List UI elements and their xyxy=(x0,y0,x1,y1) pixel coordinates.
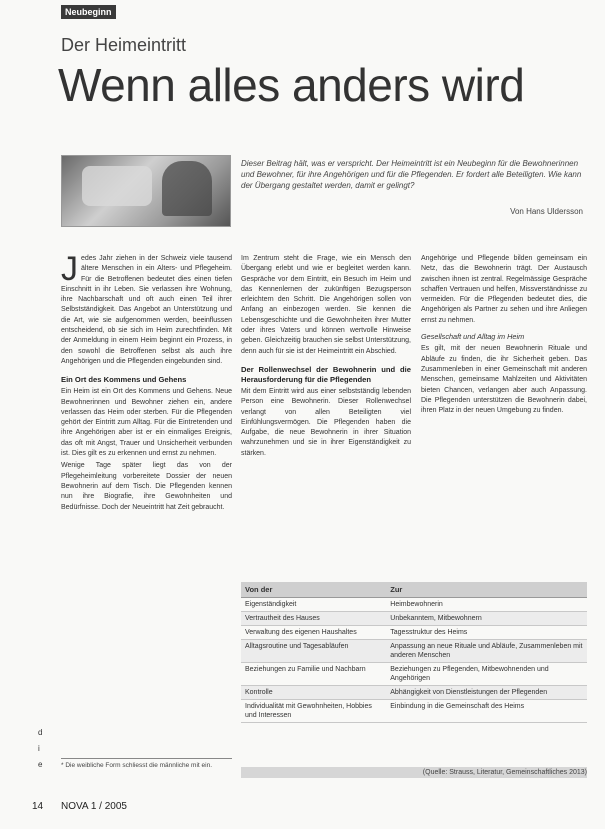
paragraph: Wenige Tage später liegt das von der Pflegeheimleitung vorbereitete Dossier der neuen Bewohnerin auf dem Tisch. Die Pflegenden kennen nun ihre Biografie, ihre Gewohnheiten und Bedürfnisse. Doch der Neueintritt hat Zeit gebraucht. xyxy=(61,462,232,511)
paragraph: Im Zentrum steht die Frage, wie ein Mensch den Übergang erlebt und wie er begleitet werden kann. Gespräche vor dem Eintritt, ein Besuch im Heim und das Kennenlernen der zukünftigen Bezugsperson erleichtern den Schritt. Die Angehörigen sollen von Anfang an einbezogen werden. Sie kennen die Lebensgeschichte und die Gewohnheiten ihrer Mutter oder ihres Vaters und können wertvolle Hinweise geben. Gleichzeitig brauchen sie selbst Unterstützung, denn auch für sie ist der Heimeintritt ein Abschied. xyxy=(241,255,411,355)
article-kicker: Der Heimeintritt xyxy=(61,35,187,55)
footer-brand: NOVA 1 / 2005 xyxy=(61,801,127,812)
subheading: Der Rollenwechsel der Bewohnerin und die Herausforderung für die Pflegenden xyxy=(241,364,411,384)
table-cell-from: Individualität mit Gewohnheiten, Hobbies und Interessen xyxy=(241,700,386,723)
paragraph: edes Jahr ziehen in der Schweiz viele tausend ältere Menschen in ein Alters- und Pflegeheim. Für die Betroffenen bedeutet dies einen tiefen Einschnitt in ihr Leben. Sie verlassen ihre Wohnung, ihre Nachbarschaft und oft auch einen Teil ihrer Selbstständigkeit. Das Angebot an Unterstützung und die Art, wie sie aufgenommen werden, beeinflussen entscheidend, ob sie sich im Heim zurechtfinden. Mit der Anmeldung in einem Heim beginnt ein Prozess, in den sowohl die Betroffenen selbst als auch ihre Angehörigen und die Pflegenden eingebunden sind. xyxy=(61,255,232,365)
photo-detail-dark xyxy=(162,161,212,216)
table-cell-from: Kontrolle xyxy=(241,686,386,700)
table-row xyxy=(241,700,587,723)
article-photo xyxy=(61,155,231,227)
footnote: * Die weibliche Form schliesst die männliche mit ein. xyxy=(61,758,232,770)
table-cell-from: Beziehungen zu Familie und Nachbarn xyxy=(241,663,386,686)
table-cell-to: Einbindung in die Gemeinschaft des Heims xyxy=(386,700,587,723)
table-row xyxy=(241,626,587,640)
paragraph: Angehörige und Pflegende bilden gemeinsam ein Netz, das die Bewohnerin trägt. Der Austausch zwischen ihnen ist zentral. Regelmässige Gespräche schaffen Vertrauen und helfen, Missverständnisse zu vermeiden. Für die Pflegenden bedeutet dies, die Angehörigen als Partner zu sehen und ihre Anliegen ernst zu nehmen. xyxy=(421,255,587,324)
table-row xyxy=(241,686,587,700)
table-header-from: Von der xyxy=(241,582,386,598)
table-cell-to: Unbekanntem, Mitbewohnern xyxy=(386,612,587,626)
page-number: 14 xyxy=(32,801,44,812)
table-cell-to: Anpassung an neue Rituale und Abläufe, Zusammenleben mit anderen Menschen xyxy=(386,640,587,663)
table-cell-from: Vertrautheit des Hauses xyxy=(241,612,386,626)
subheading: Ein Ort des Kommens und Gehens xyxy=(61,375,187,385)
table-row xyxy=(241,663,587,686)
paragraph: Mit dem Eintritt wird aus einer selbstständig lebenden Person eine Bewohnerin. Dieser Rollenwechsel verlangt von allen Beteiligten viel Einfühlungsvermögen. Die Pflegenden haben die Aufgabe, die neue Bewohnerin in ihrer Situation wahrzunehmen und sie in ihrer Eigenständigkeit zu stärken. xyxy=(241,387,411,457)
article-headline: Wenn alles anders wird xyxy=(58,59,525,111)
table-header-row xyxy=(241,582,587,598)
transition-table xyxy=(241,582,587,723)
table-cell-to: Beziehungen zu Pflegenden, Mitbewohnenden und Angehörigen xyxy=(386,663,587,686)
table-cell-to: Abhängigkeit von Dienstleistungen der Pflegenden xyxy=(386,686,587,700)
side-letter: i xyxy=(38,744,40,753)
table-cell-from: Verwaltung des eigenen Haushaltes xyxy=(241,626,386,640)
paragraph: Es gilt, mit der neuen Bewohnerin Rituale und Abläufe zu finden, die ihr Sicherheit geben. Das Zusammenleben in einer Gemeinschaft mit anderen Menschen, gemeinsame Mahlzeiten und Aktivitäten bieten Chancen, verlangen aber auch Anpassung. Die Pflegenden unterstützen die Bewohnerin dabei, ihren Platz in der neuen Umgebung zu finden. xyxy=(421,345,587,415)
text-column-3 xyxy=(421,254,587,418)
table-row xyxy=(241,640,587,663)
drop-cap: J xyxy=(61,250,78,288)
article-author: Von Hans Uldersson xyxy=(510,207,583,216)
side-letter: e xyxy=(38,760,43,769)
table-cell-from: Eigenständigkeit xyxy=(241,598,386,612)
side-letter: d xyxy=(38,728,43,737)
table-cell-to: Heimbewohnerin xyxy=(386,598,587,612)
text-column-1 xyxy=(61,250,232,515)
paragraph: Ein Heim ist ein Ort des Kommens und Gehens. Neue Bewohnerinnen und Bewohner ziehen ein, andere verlassen das Heim oder sterben. Für die Pflegenden gehört der Eintritt zum Alltag. Für die Eintretenden und ihre Angehörigen aber ist er ein einmaliges Ereignis, das oft mit Angst, Trauer und Unsicherheit verbunden ist. Dies gilt es zu erkennen und ernst zu nehmen. xyxy=(61,388,232,458)
table-cell-to: Tagesstruktur des Heims xyxy=(386,626,587,640)
section-tag: Neubeginn xyxy=(61,5,116,19)
photo-detail-light xyxy=(82,166,152,206)
table-cell-from: Alltagsroutine und Tagesabläufen xyxy=(241,640,386,663)
subheading: Gesellschaft und Alltag im Heim xyxy=(421,332,525,342)
table-source: (Quelle: Strauss, Literatur, Gemeinschaftliches 2013) xyxy=(241,767,587,778)
table-row xyxy=(241,598,587,612)
article-lead: Dieser Beitrag hält, was er verspricht. Der Heimeintritt ist ein Neubeginn für die Bewohnerinnen und Bewohner, für ihre Angehörigen und für die Pflegenden. Er fordert alle Beteiligten. Wie kann der Übergang gestaltet werden, damit er gelingt? xyxy=(241,159,582,190)
table-row xyxy=(241,612,587,626)
text-column-2 xyxy=(241,254,411,461)
table-header-to: Zur xyxy=(386,582,587,598)
side-letters xyxy=(38,725,42,773)
